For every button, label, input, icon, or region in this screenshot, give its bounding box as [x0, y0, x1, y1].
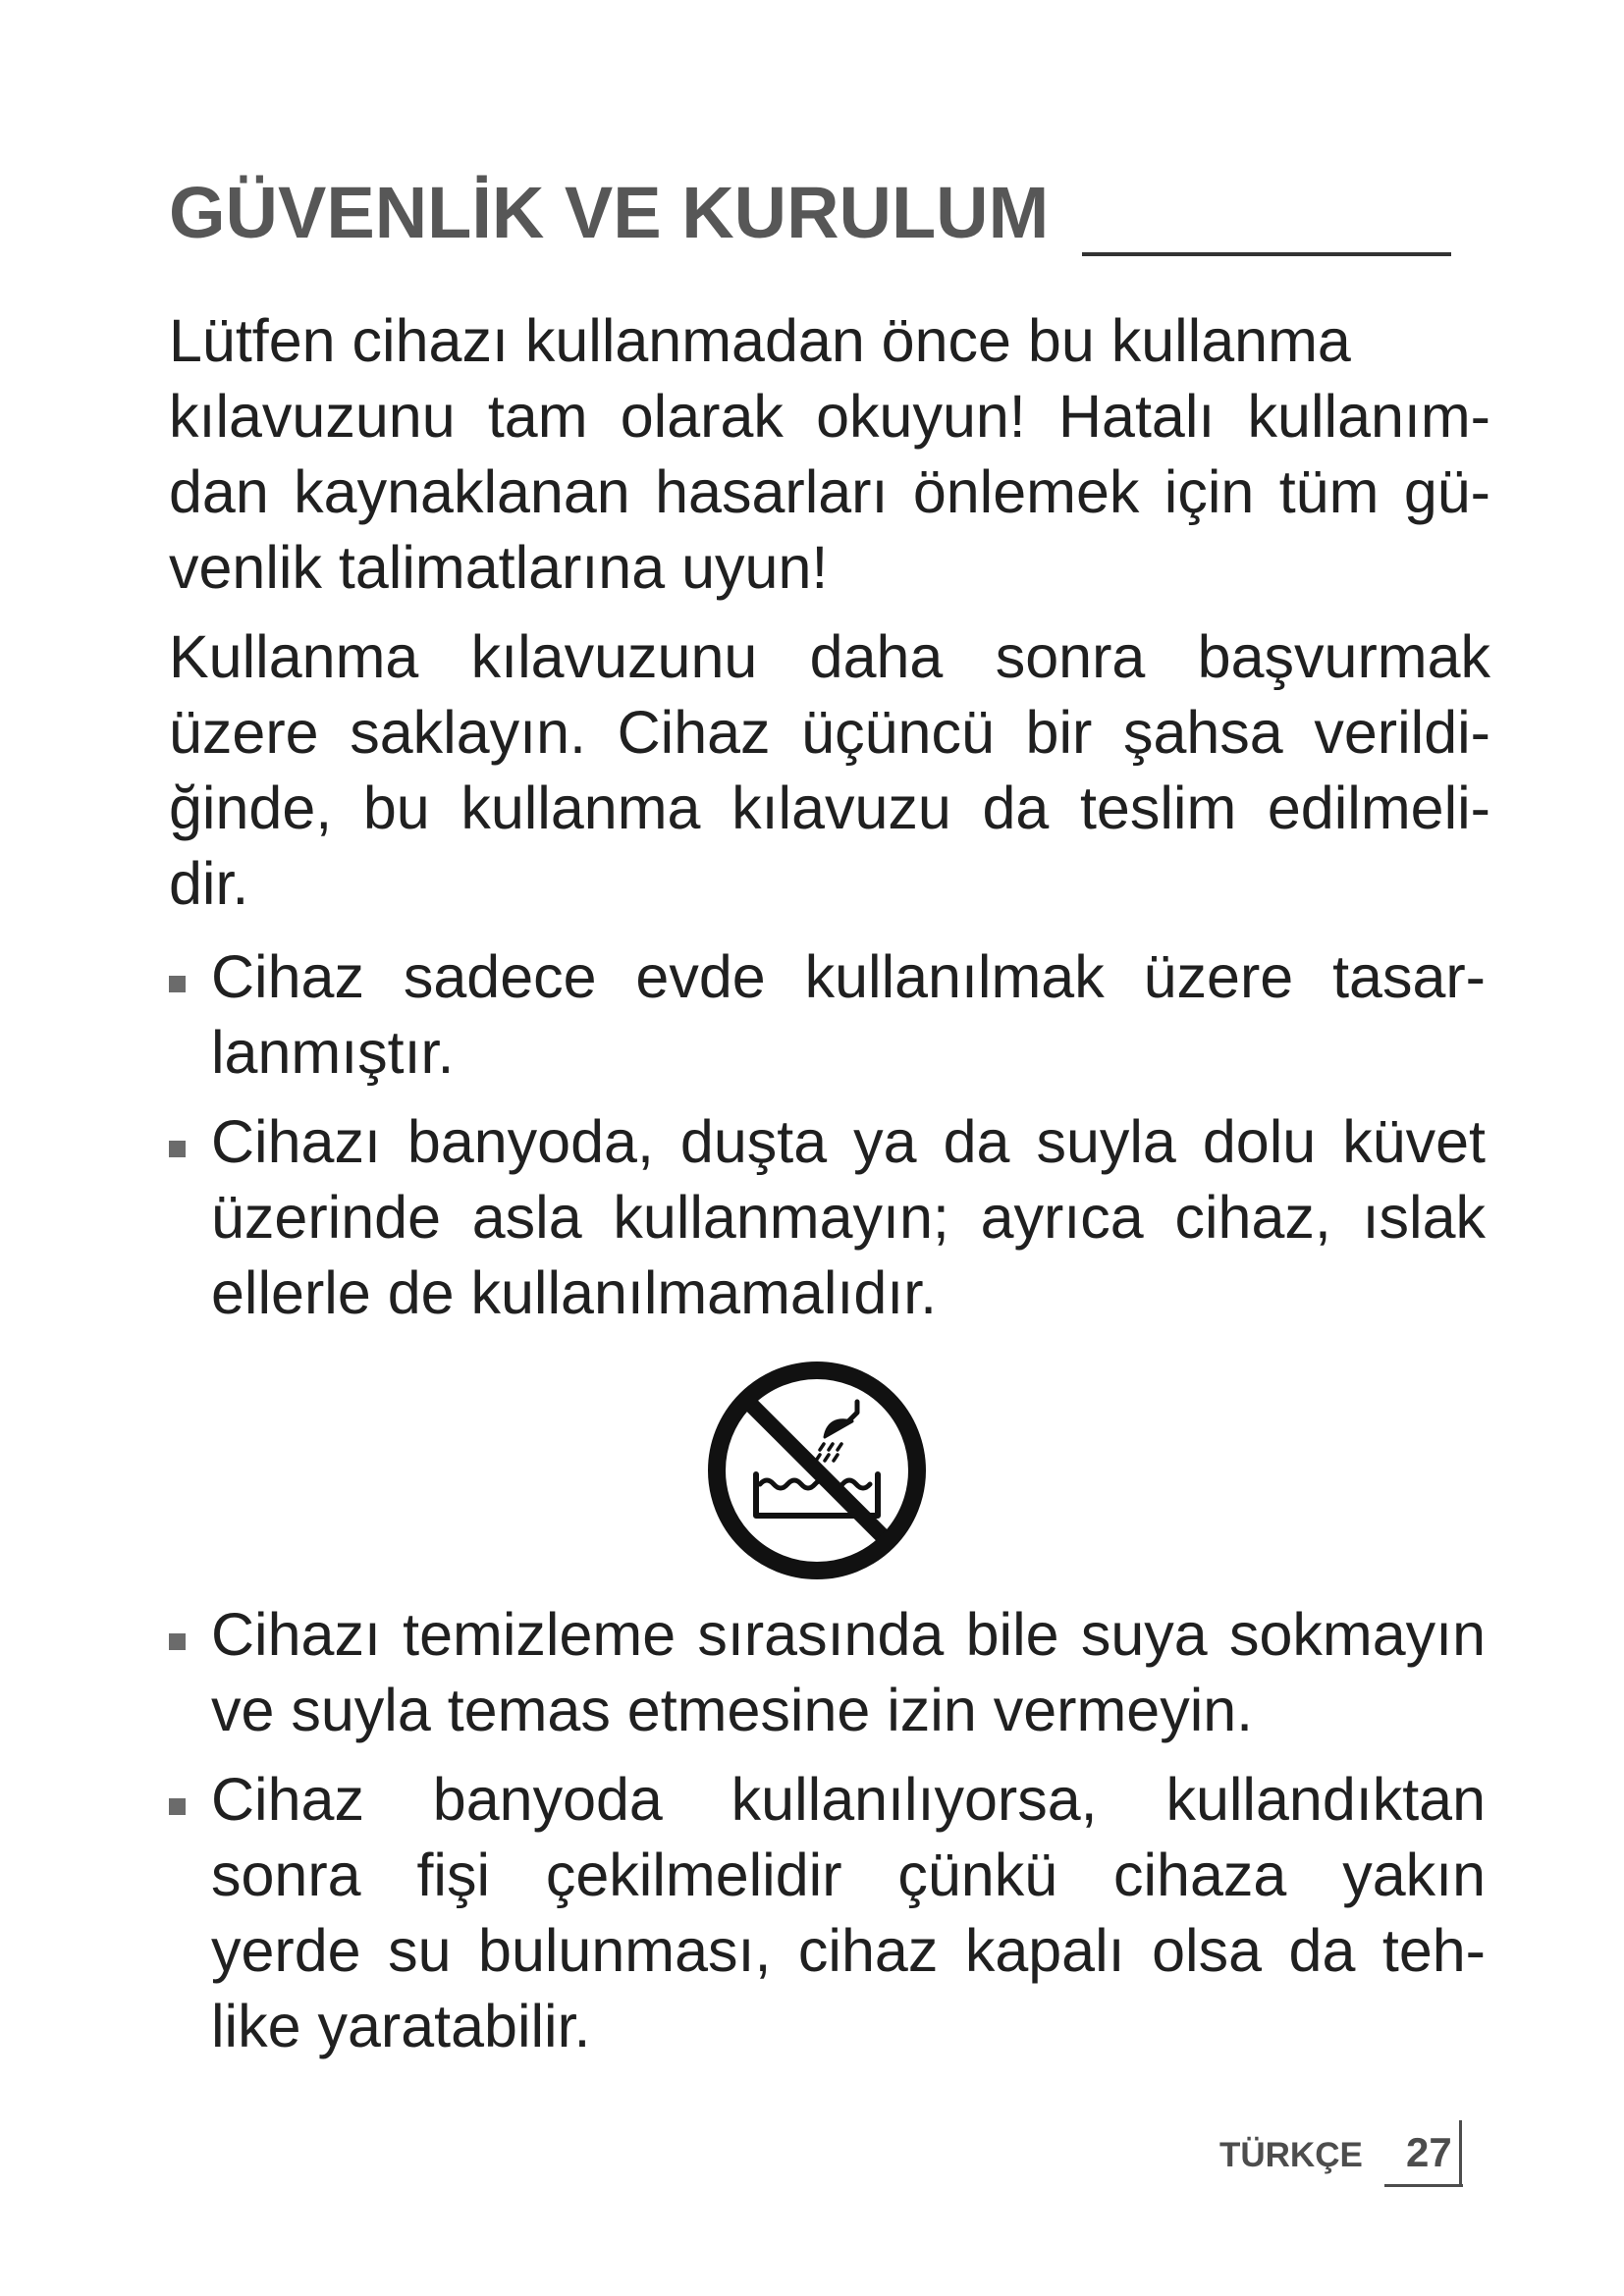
paragraph-line: dan kaynaklanan hasarları önlemek için tüm gü-	[169, 458, 1490, 525]
bullet-line: ellerle de kullanılmamalıdır.	[211, 1259, 938, 1326]
bullet-item	[169, 1762, 1490, 2064]
bullet-line: ve suyla temas etmesine izin vermeyin.	[211, 1677, 1254, 1743]
bullet-line: Cihaz sadece evde kullanılmak üzere tasar-	[211, 943, 1486, 1010]
paragraph-line: kılavuzunu tam olarak okuyun! Hatalı kullanım-	[169, 383, 1490, 450]
footer-language-label: TÜRKÇE	[1219, 2136, 1363, 2174]
bullet-line: yerde su bulunması, cihaz kapalı olsa da teh-	[211, 1917, 1486, 1984]
page-number: 27	[1406, 2129, 1452, 2175]
shower-head	[825, 1420, 852, 1437]
paragraph-line: üzere saklayın. Cihaz üçüncü bir şahsa verildi-	[169, 699, 1490, 766]
bullet-line: like yaratabilir.	[211, 1993, 591, 2059]
no-bath-shower-icon	[699, 1353, 935, 1588]
bullet-line: Cihaz banyoda kullanılıyorsa, kullandıktan	[211, 1766, 1486, 1833]
bullet-text	[211, 1104, 1486, 1331]
bullet-item	[169, 1104, 1490, 1331]
storage-paragraph	[169, 619, 1490, 922]
square-bullet-icon	[169, 1633, 186, 1650]
paragraph-line: dir.	[169, 850, 249, 917]
bullet-line: üzerinde asla kullanmayın; ayrıca cihaz, ıslak	[211, 1184, 1486, 1251]
intro-paragraph	[169, 303, 1490, 606]
bullet-line: lanmıştır.	[211, 1019, 455, 1086]
heading-rule	[1082, 252, 1451, 256]
square-bullet-icon	[169, 976, 186, 992]
water-wave	[760, 1480, 870, 1488]
bullet-text	[211, 1597, 1486, 1748]
bullet-line: sonra fişi çekilmelidir çünkü cihaza yakın	[211, 1842, 1486, 1908]
square-bullet-icon	[169, 1798, 186, 1815]
water-drops	[816, 1444, 841, 1461]
bullet-item	[169, 939, 1490, 1091]
paragraph-line: Lütfen cihazı kullanmadan önce bu kullanma	[169, 307, 1351, 374]
bullet-item	[169, 1597, 1490, 1748]
bullet-text	[211, 1762, 1486, 2064]
page-number-bracket	[1459, 2120, 1462, 2187]
section-heading: GÜVENLİK VE KURULUM	[169, 172, 1050, 253]
paragraph-line: Kullanma kılavuzunu daha sonra başvurmak	[169, 623, 1490, 690]
square-bullet-icon	[169, 1141, 186, 1157]
bullet-line: Cihazı banyoda, duşta ya da suyla dolu küvet	[211, 1108, 1486, 1175]
paragraph-line: ğinde, bu kullanma kılavuzu da teslim edilmeli-	[169, 774, 1490, 841]
bullet-line: Cihazı temizleme sırasında bile suya sokmayın	[211, 1601, 1486, 1668]
page-number-underline	[1384, 2184, 1463, 2187]
paragraph-line: venlik talimatlarına uyun!	[169, 534, 829, 601]
bullet-text	[211, 939, 1486, 1091]
